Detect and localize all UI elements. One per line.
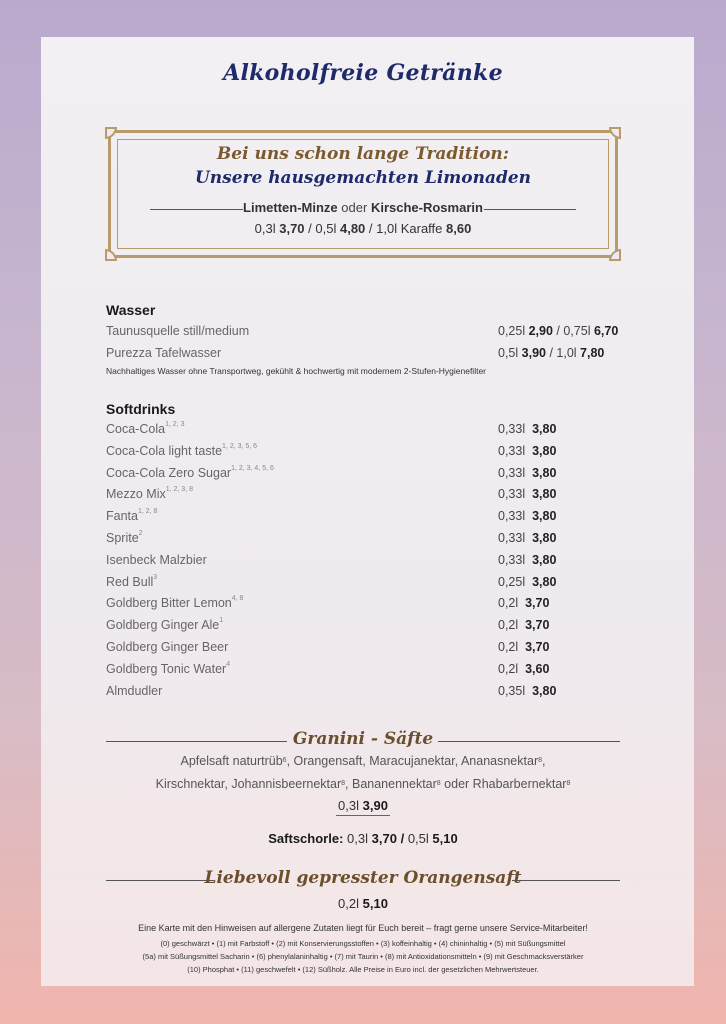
allergen-sup: 1 xyxy=(219,617,224,625)
orangensaft-price: 0,2l 5,10 xyxy=(338,896,388,911)
additives-line: (5a) mit Süßungsmittel Sacharin • (6) phenylalaninhaltig • (7) mit Taurin • (8) mit Antioxidationsmitteln • (9) mit Geschmacksverstärker xyxy=(142,952,584,961)
menu-row xyxy=(106,575,626,593)
menu-row xyxy=(106,531,626,549)
menu-row xyxy=(106,618,626,636)
menu-row xyxy=(106,640,626,658)
limonade-flavors: Limetten-Minze oder Kirsche-Rosmarin xyxy=(243,200,483,215)
drink-price: 0,2l 3,70 xyxy=(498,618,550,633)
menu-row xyxy=(106,662,626,680)
frame-corner xyxy=(105,249,117,261)
page-title: Alkoholfreie Getränke xyxy=(223,60,503,86)
menu-row xyxy=(106,684,626,702)
drink-name: Goldberg Ginger Beer xyxy=(106,640,229,654)
menu-row xyxy=(106,509,626,527)
granini-line-2: Kirschnektar, Johannisbeernektar$^8$, Bananennektar$^8$ oder Rhabarbernektar$^8$ xyxy=(155,777,571,791)
drink-name: Mezzo Mix$^{1, 2, 3, 8}$ xyxy=(106,486,193,502)
drink-name: Goldberg Tonic Water$^4$ xyxy=(106,660,231,676)
menu-row xyxy=(106,422,626,440)
limonade-prices: 0,3l 3,70 / 0,5l 4,80 / 1,0l Karaffe 8,60 xyxy=(254,221,472,236)
drink-price: 0,33l 3,80 xyxy=(498,552,557,567)
allergen-sup: 1, 2, 3, 8 xyxy=(165,486,193,494)
allergen-sup: 1, 2, 8 xyxy=(137,508,158,516)
section-heading-wasser: Wasser xyxy=(106,302,156,318)
additives-line: (10) Phosphat • (11) geschwefelt • (12) Süßholz. Alle Preise in Euro incl. der gesetzlichen Mehrwertsteuer. xyxy=(187,965,539,974)
drink-price: 0,2l 3,70 xyxy=(498,596,550,611)
drink-price: 0,35l 3,80 xyxy=(498,683,557,698)
granini-heading: Granini - Säfte xyxy=(292,729,434,749)
drink-name: Sprite$^2$ xyxy=(106,530,143,545)
menu-row xyxy=(106,487,626,505)
frame-corner xyxy=(609,127,621,139)
wasser-note: Nachhaltiges Wasser ohne Transportweg, gekühlt & hochwertig mit modernem 2-Stufen-Hygienefilter xyxy=(106,366,487,376)
allergen-sup: 1, 2, 3, 5, 6 xyxy=(222,442,258,450)
drink-price: 0,33l 3,80 xyxy=(498,422,557,436)
drink-price: 0,33l 3,80 xyxy=(498,443,557,458)
drink-name: Goldberg Bitter Lemon$^{4, 8}$ xyxy=(106,595,244,611)
drink-name: Isenbeck Malzbier xyxy=(106,552,207,567)
section-heading-softdrinks: Softdrinks xyxy=(106,401,176,417)
drink-price: 0,33l 3,80 xyxy=(498,465,557,480)
granini-line-1: Apfelsaft naturtrüb$^6$, Orangensaft, Maracujanektar, Ananasnektar$^8$, xyxy=(180,754,546,768)
divider-line xyxy=(336,815,390,816)
menu-row xyxy=(106,596,626,614)
drink-price: 0,2l 3,70 xyxy=(498,640,550,654)
allergen-sup: 1, 2, 3 xyxy=(165,421,185,428)
menu-row: Taunusquelle still/medium 0,25l 2,90 / 0,75l 6,70 xyxy=(106,324,619,338)
drink-name: Coca-Cola Zero Sugar$^{1, 2, 3, 4, 5, 6}$ xyxy=(106,464,274,480)
menu-row: Purezza Tafelwasser 0,5l 3,90 / 1,0l 7,80 xyxy=(106,346,605,360)
drink-name: Red Bull$^3$ xyxy=(106,573,158,589)
drink-name: Goldberg Ginger Ale$^1$ xyxy=(106,617,224,633)
saftschorle-price: Saftschorle: 0,3l 3,70 / 0,5l 5,10 xyxy=(268,831,458,846)
drink-name: Almdudler xyxy=(106,683,163,698)
drink-price: 0,2l 3,60 xyxy=(498,661,550,676)
menu-row xyxy=(106,553,626,571)
drink-price: 0,33l 3,80 xyxy=(498,509,557,524)
drink-name: Coca-Cola$^{1, 2, 3}$ xyxy=(106,421,185,436)
tradition-heading: Bei uns schon lange Tradition: xyxy=(216,144,510,164)
frame-corner xyxy=(105,127,117,139)
granini-price: 0,3l 3,90 xyxy=(338,798,388,813)
drink-name: Coca-Cola light taste$^{1, 2, 3, 5, 6}$ xyxy=(106,442,258,458)
limonade-heading: Unsere hausgemachten Limonaden xyxy=(194,168,532,188)
allergen-sup: 1, 2, 3, 4, 5, 6 xyxy=(231,464,274,472)
drink-price: 0,25l 3,80 xyxy=(498,574,557,589)
allergen-sup: 4 xyxy=(226,660,231,668)
drink-name: Fanta$^{1, 2, 8}$ xyxy=(106,508,158,524)
allergen-sup: 3 xyxy=(153,573,158,581)
frame-corner xyxy=(609,249,621,261)
drink-price: 0,33l 3,80 xyxy=(498,487,557,502)
additives-line: (0) geschwärzt • (1) mit Farbstoff • (2) mit Konservierungsstoffen • (3) koffeinhaltig • (4) chininhaltig • (5) mit Süßungsmittel xyxy=(160,939,566,948)
menu-row xyxy=(106,466,626,484)
menu-row xyxy=(106,444,626,462)
orangensaft-heading: Liebevoll gepresster Orangensaft xyxy=(204,868,522,888)
allergen-sup: 2 xyxy=(138,530,143,537)
allergen-note: Eine Karte mit den Hinweisen auf allergene Zutaten liegt für Euch bereit – fragt gerne unsere Service-Mitarbeiter! xyxy=(138,923,588,933)
drink-price: 0,33l 3,80 xyxy=(498,531,557,545)
allergen-sup: 4, 8 xyxy=(231,595,244,603)
